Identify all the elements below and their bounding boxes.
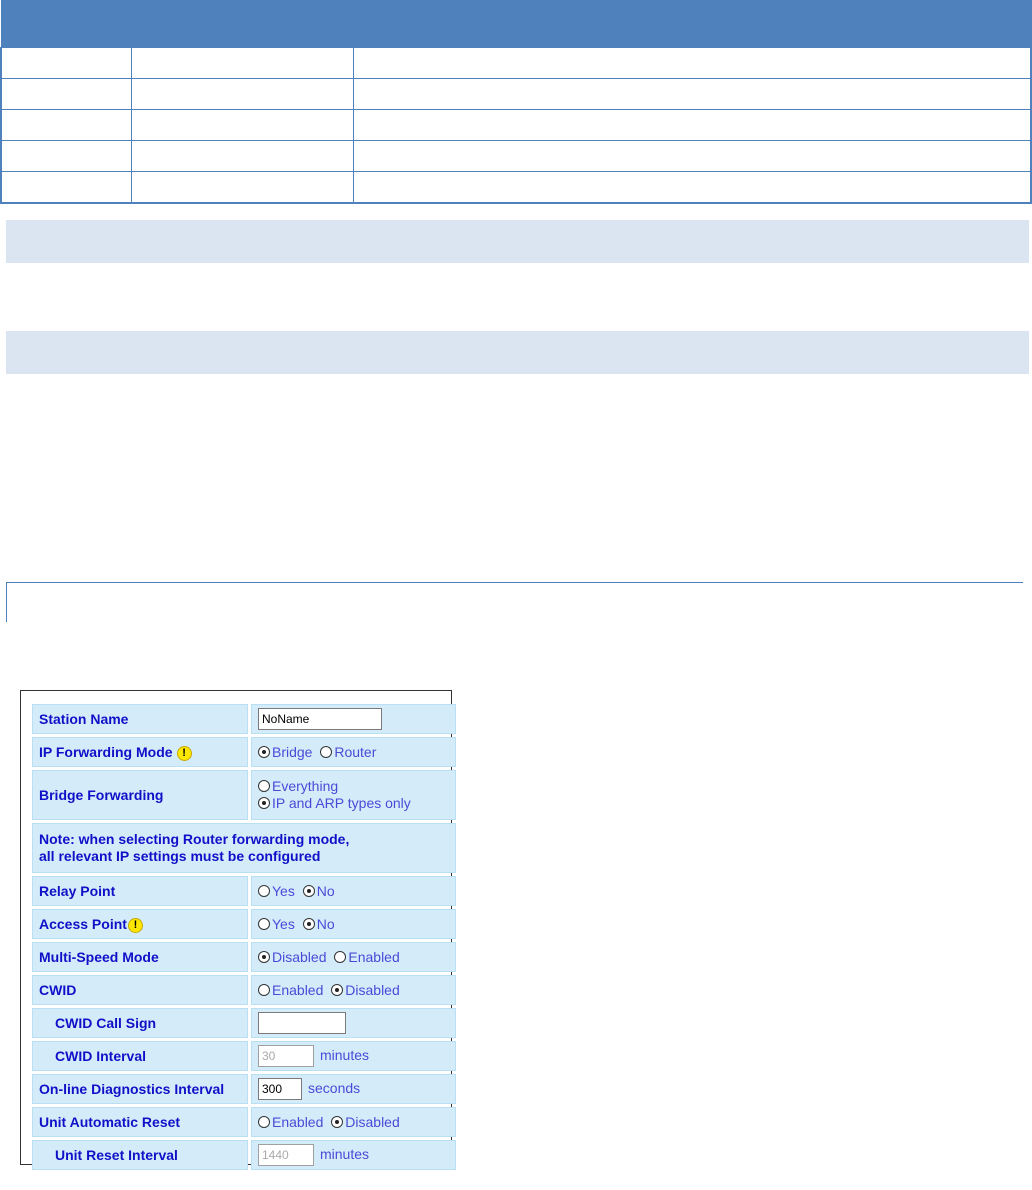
radio-reset-disabled[interactable] bbox=[331, 1116, 343, 1128]
radio-router-label: Router bbox=[334, 744, 377, 760]
radio-reset-disabled-label: Disabled bbox=[345, 1114, 400, 1130]
settings-panel bbox=[20, 690, 452, 1165]
multi-speed-mode-label: Multi-Speed Mode bbox=[32, 942, 248, 972]
unit-reset-interval-unit: minutes bbox=[320, 1145, 370, 1162]
radio-ip-arp-only[interactable] bbox=[258, 797, 270, 809]
warning-icon: ! bbox=[177, 746, 192, 761]
station-name-row bbox=[32, 704, 456, 734]
online-diagnostics-label: On-line Diagnostics Interval bbox=[32, 1074, 248, 1104]
unit-reset-interval-label: Unit Reset Interval bbox=[32, 1140, 248, 1170]
table-header-row bbox=[1, 1, 1031, 48]
radio-ip-arp-only-label: IP and ARP types only bbox=[272, 795, 411, 811]
radio-cwid-enabled[interactable] bbox=[258, 984, 270, 996]
radio-relay-no-label: No bbox=[316, 883, 335, 899]
figure-caption-frame bbox=[6, 582, 1023, 622]
table-row bbox=[1, 110, 1031, 141]
radio-reset-enabled[interactable] bbox=[258, 1116, 270, 1128]
ip-forwarding-mode-label: IP Forwarding Mode bbox=[39, 743, 173, 760]
radio-multispeed-disabled[interactable] bbox=[258, 951, 270, 963]
cwid-interval-row bbox=[32, 1041, 456, 1071]
cwid-interval-input[interactable] bbox=[258, 1045, 314, 1067]
radio-cwid-disabled[interactable] bbox=[331, 984, 343, 996]
radio-access-no[interactable] bbox=[303, 918, 315, 930]
settings-table bbox=[29, 701, 459, 1173]
section-band bbox=[6, 220, 1029, 263]
radio-relay-no[interactable] bbox=[303, 885, 315, 897]
ip-forwarding-mode-row bbox=[32, 737, 456, 767]
cwid-call-sign-label: CWID Call Sign bbox=[32, 1008, 248, 1038]
relay-point-label: Relay Point bbox=[32, 876, 248, 906]
unit-automatic-reset-label: Unit Automatic Reset bbox=[32, 1107, 248, 1137]
radio-relay-yes[interactable] bbox=[258, 885, 270, 897]
access-point-row bbox=[32, 909, 456, 939]
radio-everything[interactable] bbox=[258, 780, 270, 792]
radio-multispeed-enabled-label: Enabled bbox=[348, 949, 400, 965]
table-row bbox=[1, 79, 1031, 110]
section-band bbox=[6, 331, 1029, 374]
cwid-interval-label: CWID Interval bbox=[32, 1041, 248, 1071]
radio-bridge[interactable] bbox=[258, 746, 270, 758]
radio-access-yes-label: Yes bbox=[272, 916, 295, 932]
cwid-row bbox=[32, 975, 456, 1005]
radio-everything-label: Everything bbox=[272, 778, 339, 794]
unit-reset-interval-input[interactable] bbox=[258, 1144, 314, 1166]
radio-cwid-disabled-label: Disabled bbox=[345, 982, 400, 998]
access-point-label: Access Point bbox=[39, 915, 127, 932]
radio-access-no-label: No bbox=[316, 916, 335, 932]
cwid-interval-unit: minutes bbox=[320, 1046, 370, 1063]
table-row bbox=[1, 172, 1031, 203]
cwid-call-sign-row bbox=[32, 1008, 456, 1038]
note-line-1: Note: when selecting Router forwarding mode, bbox=[39, 831, 350, 847]
online-diagnostics-row bbox=[32, 1074, 456, 1104]
bridge-forwarding-label: Bridge Forwarding bbox=[32, 770, 248, 820]
radio-router[interactable] bbox=[320, 746, 332, 758]
online-diagnostics-input[interactable] bbox=[258, 1078, 302, 1100]
radio-bridge-label: Bridge bbox=[272, 744, 313, 760]
multi-speed-mode-row bbox=[32, 942, 456, 972]
bridge-forwarding-row bbox=[32, 770, 456, 820]
radio-relay-yes-label: Yes bbox=[272, 883, 295, 899]
unit-automatic-reset-row bbox=[32, 1107, 456, 1137]
online-diagnostics-unit: seconds bbox=[308, 1079, 361, 1096]
station-name-label: Station Name bbox=[32, 704, 248, 734]
radio-access-yes[interactable] bbox=[258, 918, 270, 930]
note-row bbox=[32, 823, 456, 873]
radio-multispeed-disabled-label: Disabled bbox=[272, 949, 327, 965]
station-name-input[interactable] bbox=[258, 708, 382, 730]
warning-icon: ! bbox=[128, 918, 143, 933]
radio-multispeed-enabled[interactable] bbox=[334, 951, 346, 963]
router-mode-note bbox=[32, 823, 456, 873]
radio-cwid-enabled-label: Enabled bbox=[272, 982, 324, 998]
cwid-call-sign-input[interactable] bbox=[258, 1012, 346, 1034]
relay-point-row bbox=[32, 876, 456, 906]
table-row bbox=[1, 141, 1031, 172]
unit-reset-interval-row bbox=[32, 1140, 456, 1170]
radio-reset-enabled-label: Enabled bbox=[272, 1114, 324, 1130]
table-row bbox=[1, 48, 1031, 79]
cwid-label: CWID bbox=[32, 975, 248, 1005]
document-table bbox=[0, 0, 1032, 204]
note-line-2: all relevant IP settings must be configured bbox=[39, 848, 321, 864]
